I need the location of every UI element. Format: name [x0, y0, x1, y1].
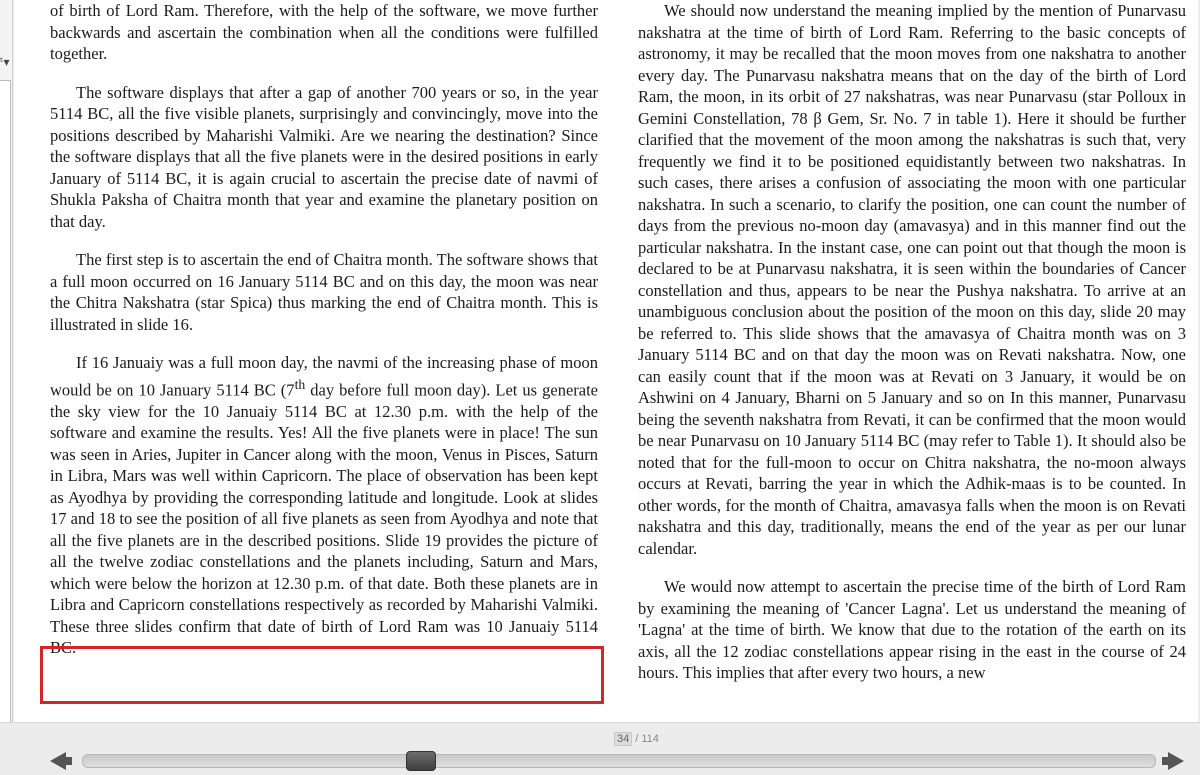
next-page-arrow-icon[interactable] [1168, 752, 1184, 770]
paragraph: The software displays that after a gap of another 700 years or so, in the year 5114 BC, all the five visible planets, surprisingly and convincingly, move into the positions described by Maharishi Valmiki. Are we nearing the destination? Since the software displays that all the five planets were in the desired positions in early January of 5114 BC, it is again crucial to ascertain the precise date of navmi of Shukla Paksha of Chaitra month that year and examine the planetary position on that day. [50, 82, 598, 231]
page-slider-thumb[interactable] [406, 751, 436, 771]
page-separator: / [635, 733, 639, 745]
document-page [14, 0, 1198, 722]
paragraph: of birth of Lord Ram. Therefore, with the help of the software, we move further backwards and ascertain the combination when all the conditions were fulfilled together. [50, 1, 598, 63]
collapsed-sidebar[interactable] [0, 80, 11, 748]
page-indicator [614, 731, 659, 747]
left-text-column [50, 0, 598, 676]
paragraph-text: If 16 Januaiy was a full moon day, the navmi of the increasing phase of moon would be on 10 January 5114 BC (7 [50, 353, 598, 399]
previous-page-arrow-icon[interactable] [50, 752, 66, 770]
right-text-column [638, 0, 1186, 701]
paragraph-text: day before full moon day). Let us generate the sky view for the 10 Januaiy 5114 BC at 12.30 p.m. with the help of the software and examine the results. Yes! All the five planets were in place! The sun was seen in Aries, Jupiter in Cancer along with the moon, Venus in Pisces, Saturn in Libra, Mars was well within Capricorn. The place of observation has been kept as Ayodhya by providing the corresponding latitude and longitude. Look at slides 17 and 18 to see the position of all five planets as seen from Ayodhya and note that all the five planets are in the described positions. Slide 19 provides the picture of all the twelve zodiac constellations and the planets including, Saturn and Mars, which were below the horizon at 12.30 p.m. of that date. Both these planets are in Libra and Capricorn constellations respectively as recorded by Maharishi Valmiki. These three slides confirm that date of birth of Lord Ram was 10 Januaiy 5114 BC. [50, 380, 599, 657]
ordinal-superscript: th [294, 376, 306, 392]
paragraph [50, 352, 598, 659]
current-page-field[interactable]: 34 [614, 732, 632, 746]
paragraph: We would now attempt to ascertain the precise time of the birth of Lord Ram by examining the meaning of 'Cancer Lagna'. Let us understand the meaning of 'Lagna' at the time of birth. We know that due to the rotation of the earth on its axis, all the 12 zodiac constellations appear rising in the east in the course of 24 hours. This implies that after every two hours, a new [638, 577, 1186, 682]
total-pages: 114 [641, 733, 659, 745]
paragraph: The first step is to ascertain the end of Chaitra month. The software shows that a full moon occurred on 16 January 5114 BC and on this day, the moon was near the Chitra Nakshatra (star Spica) thus marking the end of Chaitra month. This is illustrated in slide 16. [50, 250, 598, 334]
left-side-panel [0, 0, 13, 774]
paragraph: We should now understand the meaning implied by the mention of Punarvasu nakshatra at the time of birth of Lord Ram. Referring to the basic concepts of astronomy, it may be recalled that the moon moves from one nakshatra to another every day. The Punarvasu nakshatra means that on the day of the birth of Lord Ram, the moon, in its orbit of 27 nakshatras, was near Punarvasu (star Polloux in Gemini Constellation, 78 β Gem, Sr. No. 7 in table 1). Here it should be further clarified that the movement of the moon among the nakshatras is such that, very frequently we find it to be positioned equidistantly between two nakshatras. In such cases, there arises a confusion of associating the moon with one particular nakshatra. In such a scenario, to clarify the position, one can count the number of days from the previous no-moon day (amavasya) and in this manner find out the particular nakshatra. In the instant case, one can point out that though the moon is declared to be at Punarvasu nakshatra, it is seen within the boundaries of Cancer constellation and thus, appears to be near the Pushya nakshatra. To arrive at an unambiguous conclusion about the position of the moon on this day, slide 20 may be referred to. This slide shows that the amavasya of Chaitra month was on 3 January 5114 BC and on that day the moon was on Revati nakshatra. Now, one can easily count that if the moon was at Revati on 3 January, it would be on Ashwini on 4 January, Bharni on 5 January and so on In this manner, Punarvasu being the seventh nakshatra from Revati, it can be confirmed that the moon would be near Punarvasu on 10 January 5114 BC (may refer to Table 1). It should also be noted that for the full-moon to occur on Chitra nakshatra, the no-moon always occurs at Revati, barring the year in which the Adhik-maas is to be counted. In other words, for the month of Chaitra, amavasya falls when the moon is on Revati nakshatra and this day, traditionally, means the end of the year as per our lunar calendar. [638, 1, 1186, 558]
highlight-annotation [40, 646, 604, 704]
panel-toggle-icon[interactable]: ᵗ▾ [0, 55, 10, 69]
page-slider-track[interactable] [82, 754, 1156, 768]
